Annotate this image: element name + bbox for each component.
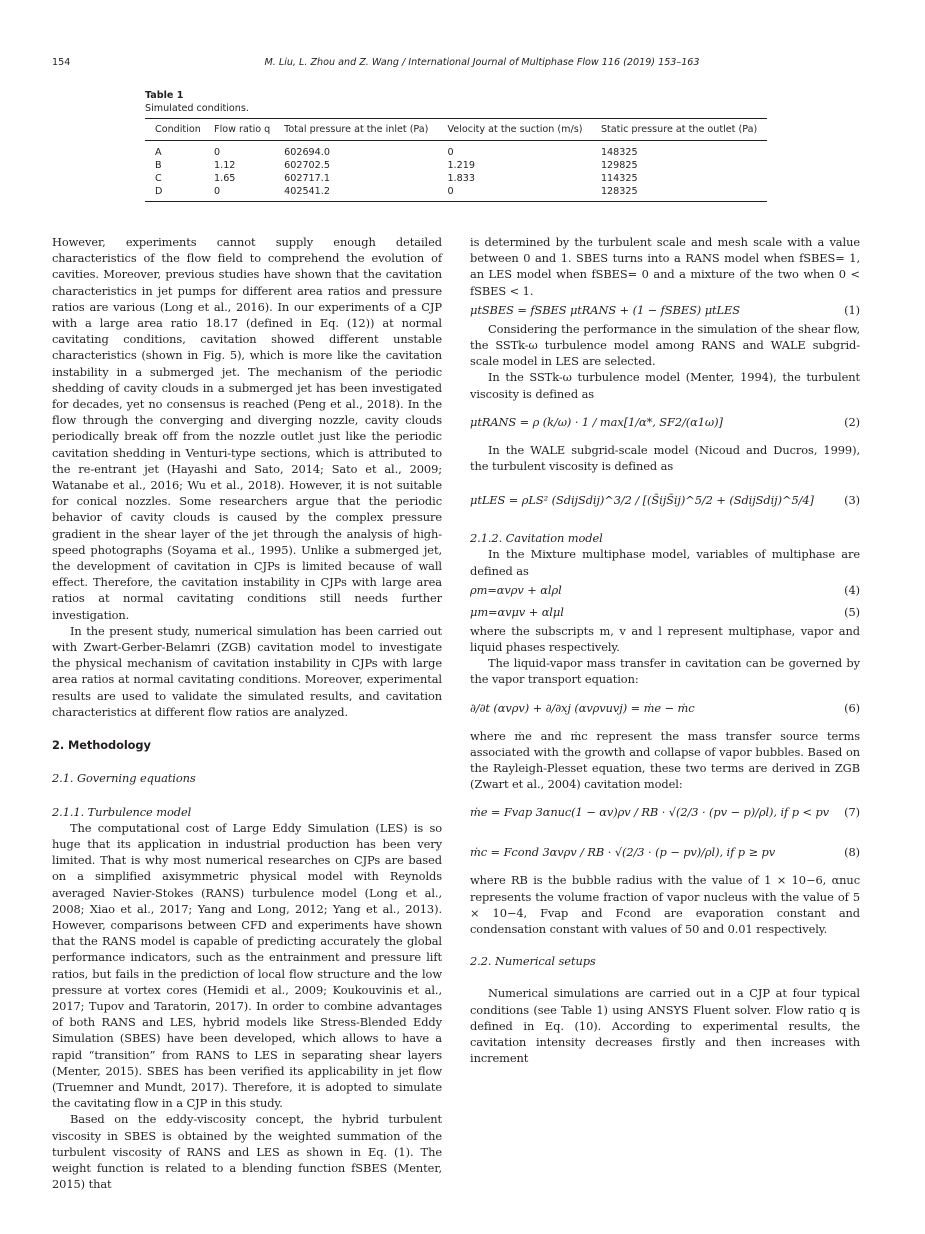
running-header <box>52 57 862 71</box>
subsection-heading: 2.1. Governing equations <box>52 771 196 786</box>
equation-1 <box>470 299 860 321</box>
table-cell: 0 <box>204 185 274 202</box>
paragraph: In the SSTk-ω turbulence model (Menter, 1994), the turbulent viscosity is defined as <box>470 370 860 401</box>
paragraph: Based on the eddy-viscosity concept, the hybrid turbulent viscosity in SBES is obtained by the weighted summation of the turbulent viscosity of RANS and LES as shown in Eq. (1). The weight function is related to a blending function fSBES (Menter, 2015) that <box>52 1112 442 1192</box>
simulated-conditions-table <box>145 118 767 202</box>
page-number: 154 <box>52 57 71 68</box>
paragraph: In the WALE subgrid-scale model (Nicoud and Ducros, 1999), the turbulent viscosity is defined as <box>470 442 860 474</box>
table-cell: 114325 <box>600 173 638 184</box>
equation-8 <box>470 832 860 872</box>
table-cell: 129825 <box>600 160 638 171</box>
table-cell: 148325 <box>600 147 638 158</box>
equation-number: (3) <box>844 493 860 508</box>
equation-number: (8) <box>844 845 860 860</box>
table-row <box>145 141 767 160</box>
equation-number: (2) <box>844 414 860 429</box>
equation-body: μtLES = ρLS² (SdijSdij)^3/2 / [(S̄ijS̄ij)^5/2 + (SdijSdij)^5/4] <box>470 493 814 508</box>
column-header: Static pressure at the outlet (Pa) <box>591 119 767 141</box>
paragraph: is determined by the turbulent scale and mesh scale with a value between 0 and 1. SBES turns into a RANS model when fSBES= 1, an LES model when fSBES= 0 and a mixture of the two when 0 < fSBES < 1. <box>470 235 860 298</box>
equation-body: ∂/∂t (αvρv) + ∂/∂xj (αvρvuvj) = ṁe − ṁc <box>470 700 695 715</box>
equation-body: μtRANS = ρ (k/ω) · 1 / max[1/α*, SF2/(α1ω)] <box>470 414 723 429</box>
column-header: Velocity at the suction (m/s) <box>437 119 591 141</box>
table-header-row <box>145 119 767 141</box>
table-cell: A <box>155 147 162 158</box>
equation-number: (7) <box>844 805 860 820</box>
paragraph: where ṁe and ṁc represent the mass transfer source terms associated with the growth and collapse of vapor bubbles. Based on the Rayleigh-Plesset equation, these two terms are derived in ZGB (Zwart et al., 2004) cavitation model: <box>470 728 860 792</box>
table-row <box>145 159 767 172</box>
table-cell: 402541.2 <box>274 185 437 202</box>
table-cell: 0 <box>214 147 221 158</box>
equation-number: (4) <box>844 582 860 597</box>
table-cell: 1.12 <box>214 160 236 171</box>
paragraph: Considering the performance in the simulation of the shear flow, the SSTk-ω turbulence model among RANS and WALE subgrid-scale model in LES are selected. <box>470 321 860 369</box>
equation-number: (5) <box>844 604 860 619</box>
equation-3 <box>470 474 860 530</box>
equation-body: μtSBES = fSBES μtRANS + (1 − fSBES) μtLES <box>470 302 740 317</box>
column-header: Total pressure at the inlet (Pa) <box>274 119 437 141</box>
equation-number: (6) <box>844 700 860 715</box>
column-header: Condition <box>145 119 204 141</box>
table-cell: 0 <box>447 147 454 158</box>
paragraph: The computational cost of Large Eddy Simulation (LES) is so huge that its application in industrial production has been very limited. That is why most numerical researches on CJPs are based on a simplified axisymmetric physical model with Reynolds averaged Navier-Stokes (RANS) turbulence model (Long et al., 2008; Xiao et al., 2017; Yang and Long, 2012; Yang et al., 2013). However, comparisons between CFD and experiments have shown that the RANS model is capable of predicting accurately the global performance indicators, such as the entrainment and pressure lift ratios, but fails in the prediction of local flow structure and the low pressure at vortex cores (Hemidi et al., 2009; Koukouvinis et al., 2017; Tupov and Taratorin, 2017). In order to combine advantages of both RANS and LES, hybrid models like Stress-Blended Eddy Simulation (SBES) have been developed, which allows to have a rapid “transition” from RANS to LES in separating shear layers (Menter, 2015). SBES has been verified its applicability in jet flow (Truemner and Mundt, 2017). Therefore, it is adopted to simulate the cavitating flow in a CJP in this study. <box>52 820 442 1111</box>
table-caption <box>145 89 249 115</box>
table-cell: 602702.5 <box>284 160 330 171</box>
paragraph: where RB is the bubble radius with the value of 1 × 10−6, αnuc represents the volume fraction of vapor nucleus with the value of 5 × 10−4, Fvap and Fcond are evaporation constant and condensation constant with values of 50 and 0.01 respectively. <box>470 873 860 937</box>
subsubsection-heading: 2.1.2. Cavitation model <box>470 531 603 546</box>
table-cell: 1.833 <box>447 173 475 184</box>
paragraph: where the subscripts m, v and l represent multiphase, vapor and liquid phases respectively. <box>470 623 860 655</box>
table-cell: D <box>145 185 204 202</box>
table-cell: 602694.0 <box>284 147 330 158</box>
table-cell: C <box>155 173 162 184</box>
subsection-heading: 2.2. Numerical setups <box>470 954 596 969</box>
equation-body: ρm=αvρv + αlρl <box>470 582 562 597</box>
table-cell: B <box>155 160 162 171</box>
table-row <box>145 172 767 185</box>
table-cell: 602717.1 <box>284 173 330 184</box>
paragraph: The liquid-vapor mass transfer in cavitation can be governed by the vapor transport equation: <box>470 656 860 687</box>
table-row <box>145 185 767 202</box>
paragraph: In the Mixture multiphase model, variables of multiphase are defined as <box>470 547 860 578</box>
column-header: Flow ratio q <box>204 119 274 141</box>
table-cell: 0 <box>437 185 591 202</box>
equation-body: ṁc = Fcond 3αvρv / RB · √(2/3 · (p − pv)/ρl), if p ≥ pv <box>470 845 776 860</box>
equation-number: (1) <box>844 302 860 317</box>
equation-6 <box>470 688 860 728</box>
equation-body: μm=αvμv + αlμl <box>470 604 564 619</box>
equation-4 <box>470 579 860 601</box>
equation-body: ṁe = Fvap 3αnuc(1 − αv)ρv / RB · √(2/3 · (pv − p)/ρl), if p < pv <box>470 805 830 820</box>
subsubsection-heading: 2.1.1. Turbulence model <box>52 804 192 819</box>
equation-7 <box>470 792 860 832</box>
table-cell: 128325 <box>591 185 767 202</box>
left-column <box>52 234 442 1192</box>
table-cell: 1.65 <box>214 173 236 184</box>
table-label: Table 1 <box>145 90 184 101</box>
paragraph: However, experiments cannot supply enough detailed characteristics of the flow field to comprehend the evolution of cavities. Moreover, previous studies have shown that the cavitation characteristics in jet pumps for different area ratios and pressure ratios are various (Long et al., 2016). In our experiments of a CJP with a large area ratio 18.17 (defined in Eq. (12)) at normal cavitating conditions, cavitation showed different unstable characteristics (shown in Fig. 5), which is more like the cavitation instability in a submerged jet. The mechanism of the periodic shedding of cavity clouds in a submerged jet has been investigated for decades, yet no consensus is reached (Peng et al., 2018). In the flow through the converging and diverging nozzle, cavity clouds periodically break off from the nozzle outlet just like the periodic cavitation shedding in Venturi-type sections, which is attributed to the re-entrant jet (Hayashi and Sato, 2014; Sato et al., 2009; Watanabe et al., 2016; Wu et al., 2018). However, it is not suitable for conical nozzles. Some researchers argue that the periodic behavior of cavity clouds is caused by the complex pressure gradient in the shear layer of the jet through the analysis of high-speed photographs (Soyama et al., 1995). Unlike a submerged jet, the development of cavitation in CJPs is limited because of wall effect. Therefore, the cavitation instability in CJPs with large area ratios at normal cavitating conditions still needs further investigation. <box>52 235 442 622</box>
equation-2 <box>470 402 860 442</box>
paragraph: In the present study, numerical simulation has been carried out with Zwart-Gerber-Belamri (ZGB) cavitation model to investigate the physical mechanism of cavitation instability in CJPs with large area ratios at normal cavitating conditions. Moreover, experimental results are used to validate the simulated results, and cavitation characteristics at different flow ratios are analyzed. <box>52 623 442 719</box>
paragraph: Numerical simulations are carried out in a CJP at four typical conditions (see Table 1) using ANSYS Fluent solver. Flow ratio q is defined in Eq. (10). According to experimental results, the cavitation intensity decreases firstly and then increases with increment <box>470 986 860 1066</box>
section-heading: 2. Methodology <box>52 738 151 753</box>
equation-5 <box>470 601 860 623</box>
journal-citation: M. Liu, L. Zhou and Z. Wang / International Journal of Multiphase Flow 116 (2019) 153–163 <box>264 57 700 68</box>
right-column <box>470 234 860 1067</box>
table-cell: 1.219 <box>447 160 475 171</box>
table-caption-text: Simulated conditions. <box>145 103 249 114</box>
